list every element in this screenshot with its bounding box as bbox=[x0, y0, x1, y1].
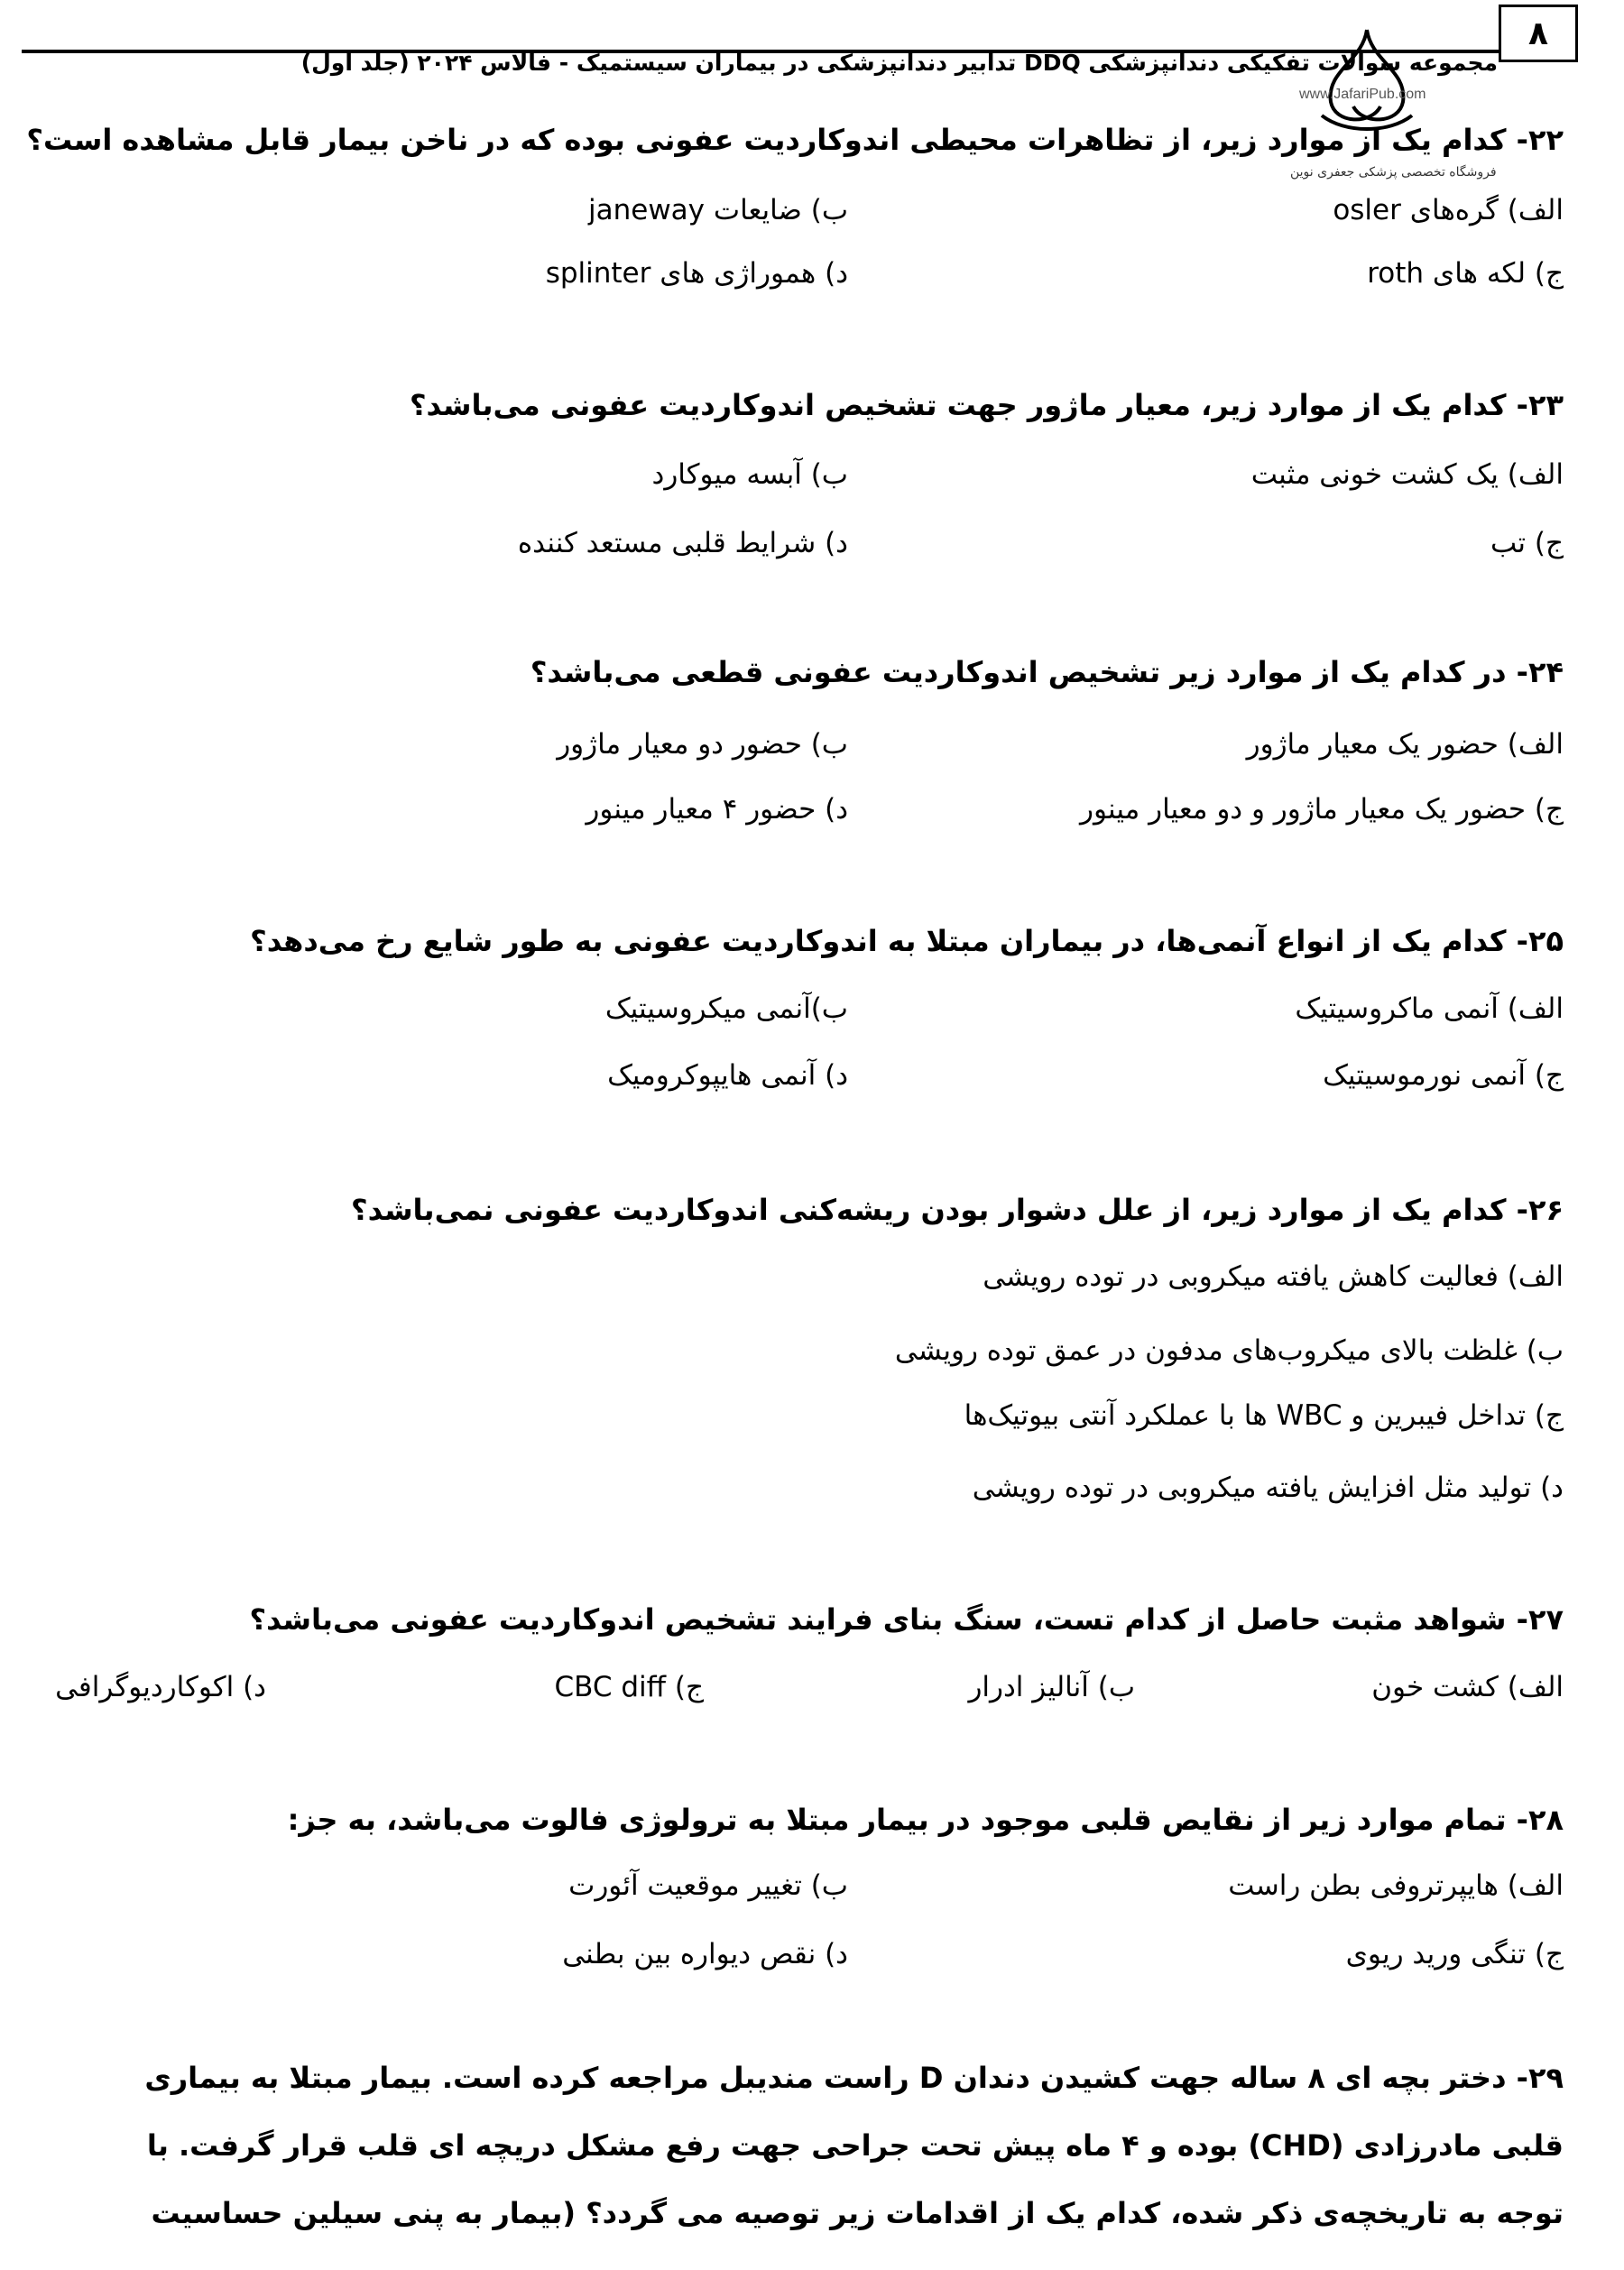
option: د) آنمی هایپوکرومیک bbox=[607, 1059, 848, 1092]
watermark-store: فروشگاه تخصصی پزشکی جعفری نوین bbox=[1290, 165, 1497, 180]
option: د) اکوکاردیوگرافی bbox=[55, 1671, 266, 1703]
watermark-url: www.JafariPub.com bbox=[1299, 87, 1426, 102]
option: ج) CBC diff bbox=[554, 1671, 704, 1703]
question-27: ۲۷- شواهد مثبت حاصل از کدام تست، سنگ بنای فرایند تشخیص اندوکاردیت عفونی می‌باشد؟ bbox=[249, 1602, 1564, 1637]
option: د) حضور ۴ معیار مینور bbox=[586, 793, 848, 826]
option: الف) یک کشت خونی مثبت bbox=[1250, 458, 1564, 491]
question-22: ۲۲- کدام یک از موارد زیر، از تظاهرات محیطی اندوکاردیت عفونی بوده که در ناخن بیمار قابل مشاهده است؟ bbox=[26, 123, 1564, 157]
question-29-line: قلبی مادرزادی (CHD) بوده و ۴ ماه پیش تحت جراحی جهت رفع مشکل دریچه ای قلب قرار گرفت. با bbox=[146, 2128, 1564, 2163]
question-29-line: توجه به تاریخچه‌ی ذکر شده، کدام یک از اقدامات زیر توصیه می گردد؟ (بیمار به پنی سیلین حساسیت bbox=[151, 2196, 1564, 2230]
option: ج) حضور یک معیار ماژور و دو معیار مینور bbox=[1079, 793, 1564, 826]
question-26: ۲۶- کدام یک از موارد زیر، از علل دشوار بودن ریشه‌کنی اندوکاردیت عفونی نمی‌باشد؟ bbox=[351, 1193, 1564, 1227]
option: د) نقص دیواره بین بطنی bbox=[562, 1938, 848, 1970]
option: ب) غلظت بالای میکروب‌های مدفون در عمق توده رویشی bbox=[894, 1334, 1564, 1367]
option: ب)آنمی میکروسیتیک bbox=[604, 992, 848, 1025]
question-28: ۲۸- تمام موارد زیر از نقایص قلبی موجود در بیمار مبتلا به ترولوژی فالوت می‌باشد، به جز: bbox=[287, 1803, 1564, 1837]
option: ب) ضایعات janeway bbox=[588, 194, 848, 226]
publisher-logo-icon bbox=[1308, 25, 1426, 134]
option: ب) حضور دو معیار ماژور bbox=[557, 728, 848, 761]
option: ب) آنالیز ادرار bbox=[968, 1671, 1135, 1703]
option: د) هموراژی های splinter bbox=[545, 257, 848, 290]
question-29-line: ۲۹- دختر بچه ای ۸ ساله جهت کشیدن دندان D راست مندیبل مراجعه کرده است. بیمار مبتلا به بیماری bbox=[144, 2061, 1564, 2095]
option: د) شرایط قلبی مستعد کننده bbox=[517, 527, 848, 559]
option: ج) تب bbox=[1490, 527, 1564, 559]
option: د) تولید مثل افزایش یافته میکروبی در توده رویشی bbox=[972, 1472, 1564, 1504]
option: الف) هایپرتروفی بطن راست bbox=[1228, 1869, 1564, 1902]
option: ج) لکه های roth bbox=[1367, 257, 1564, 290]
option: الف) کشت خون bbox=[1371, 1671, 1564, 1703]
question-24: ۲۴- در کدام یک از موارد زیر تشخیص اندوکاردیت عفونی قطعی می‌باشد؟ bbox=[530, 655, 1564, 689]
question-23: ۲۳- کدام یک از موارد زیر، معیار ماژور جهت تشخیص اندوکاردیت عفونی می‌باشد؟ bbox=[409, 388, 1564, 422]
option: ب) آبسه میوکارد bbox=[651, 458, 848, 491]
header-title: مجموعه سوالات تفکیکی دندانپزشکی DDQ تدابیر دندانپزشکی در بیماران سیستمیک - فالاس ۲۰۲۴ (جلد اول) bbox=[300, 50, 1498, 76]
option: الف) فعالیت کاهش یافته میکروبی در توده رویشی bbox=[983, 1260, 1564, 1293]
option: ج) تنگی ورید ریوی bbox=[1345, 1938, 1564, 1970]
option: ج) تداخل فیبرین و WBC ها با عملکرد آنتی بیوتیک‌ها bbox=[964, 1399, 1564, 1432]
option: ب) تغییر موقعیت آئورت bbox=[568, 1869, 848, 1902]
option: الف) گره‌های osler bbox=[1333, 194, 1564, 226]
page-number: ۸ bbox=[1499, 5, 1578, 62]
question-25: ۲۵- کدام یک از انواع آنمی‌ها، در بیماران مبتلا به اندوکاردیت عفونی به طور شایع رخ می‌دهد؟ bbox=[250, 924, 1564, 958]
option: الف) آنمی ماکروسیتیک bbox=[1295, 992, 1564, 1025]
option: ج) آنمی نورموسیتیک bbox=[1323, 1059, 1564, 1092]
option: الف) حضور یک معیار ماژور bbox=[1246, 728, 1564, 761]
